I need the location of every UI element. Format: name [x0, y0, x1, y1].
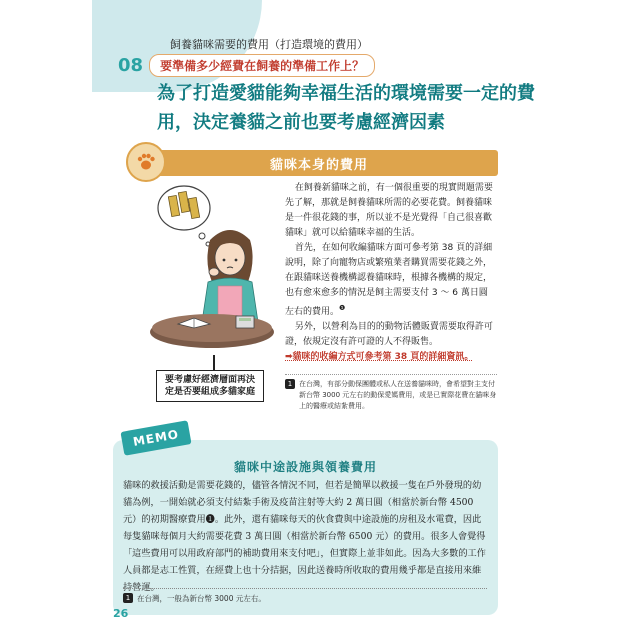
memo-title: 貓咪中途設施與領養費用 [233, 460, 377, 474]
page-headline: 為了打造愛貓能夠幸福生活的環境需要一定的費用，決定養貓之前也要考慮經濟因素 [157, 83, 535, 133]
main-body-text [285, 181, 495, 365]
page-number: 26 [113, 607, 129, 620]
footnote-top [285, 374, 497, 412]
cross-reference-link[interactable]: ➡貓咪的收編方式可參考第 38 頁的詳細資訊。 [285, 352, 474, 362]
chapter-number: 08 [118, 55, 144, 76]
section-header [140, 150, 498, 176]
chapter-question: 要準備多少經費在飼養的準備工作上？ [149, 54, 375, 77]
body-paragraph-1: 在飼養新貓咪之前，有一個很重要的現實問題需要先了解，那就是飼養貓咪所需的必要花費。飼養貓咪是一件很花錢的事，所以並不是光覺得「自己很喜歡貓咪」就可以給貓咪幸福的生活。 [285, 183, 493, 238]
chapter-row [118, 54, 538, 77]
body-paragraph-2 [285, 241, 495, 320]
woman-thinking-illustration [150, 178, 274, 348]
memo-footnote-text: 在台灣，一般為新台幣 3000 元左右。 [137, 594, 266, 603]
section-title: 貓咪本身的費用 [269, 158, 368, 173]
memo-footnote [123, 588, 487, 604]
memo-tag: MEMO [120, 420, 191, 455]
footnote-top-text: 在台灣，有部分動保團體或私人在送養貓咪時，會希望對主支付新台幣 3000 元左右的動保愛媽費用，或是已實際花費在貓咪身上的醫療或結紮費用。 [299, 380, 497, 410]
footnote-marker: ❶ [339, 304, 346, 312]
chapter-subtitle: 飼養貓咪需要的費用（打造環境的費用） [170, 38, 368, 51]
body-paragraph-3: 另外，以營利為目的的動物活體販賣需要取得許可證，依規定沒有許可證的人不得販售。 [285, 322, 493, 347]
memo-footnote-number: 1 [123, 593, 133, 603]
memo-body-text: 貓咪的救援活動是需要花錢的，儘管各情況不同，但若是簡單以救援一隻在戶外發現的幼貓為例，一開始就必須支付結紮手術及疫苗注射等大約 2 萬日圓（相當於新台幣 4500 元）的初期醫療費用❶。此外，還有貓咪每天的伙食費與中途設施的房租及水電費，因此每隻貓咪每個月大約需要花費 3 萬日圓（相當於新台幣 6500 元）的費用。很多人會覺得「這些費用可以用政府部門的補助費用來支付吧」，但實際上並非如此。因為大多數的工作人員都是志工性質，在經費上也十分拮据，因此送養時所收取的費用幾乎都是直接用來維持營運。 [123, 480, 486, 593]
footnote-top-number: 1 [285, 379, 295, 389]
illustration-caption: 要考慮好經濟層面再決定是否要組成多貓家庭 [156, 370, 264, 402]
body-paragraph-2-text: 首先，在如何收編貓咪方面可參考第 38 頁的詳細說明，除了向寵物店或繁殖業者購買需要花錢之外，在跟貓咪送養機構認養貓咪時，根據各機構的規定，也有愈來愈多的情況是飼主需要支付 3 ～ 6 萬日圓左右的費用。 [285, 243, 493, 317]
caption-pointer [213, 355, 215, 371]
chapter-header [118, 36, 538, 77]
